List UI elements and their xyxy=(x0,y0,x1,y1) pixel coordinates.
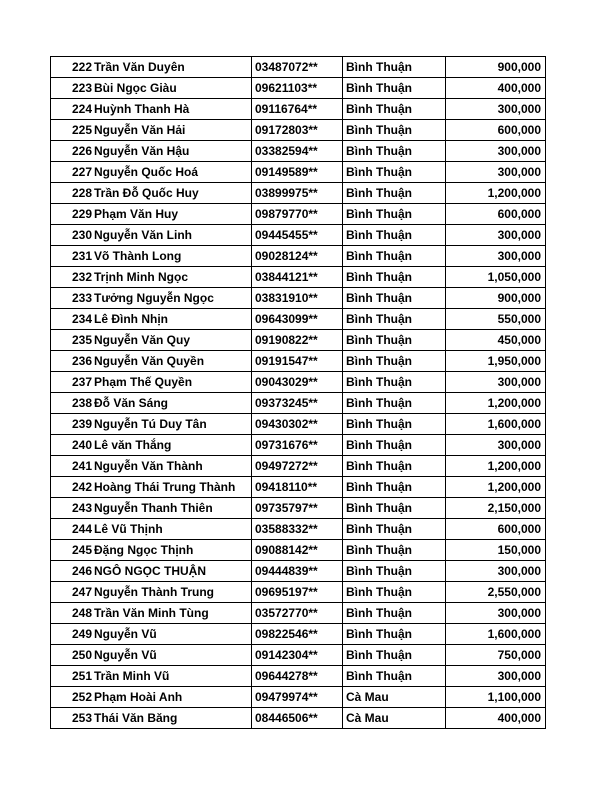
donation-amount-cell: 1,200,000 xyxy=(446,477,546,498)
donor-name-cell: Phạm Văn Huy xyxy=(93,204,252,225)
row-number-cell: 223 xyxy=(51,78,94,99)
donation-amount-cell: 1,100,000 xyxy=(446,687,546,708)
donation-amount-cell: 600,000 xyxy=(446,204,546,225)
table-row xyxy=(51,582,546,603)
donation-amount-cell: 900,000 xyxy=(446,288,546,309)
row-number-cell: 231 xyxy=(51,246,94,267)
row-number-cell: 224 xyxy=(51,99,94,120)
donor-name-cell: Nguyễn Văn Hậu xyxy=(93,141,252,162)
donor-table-body xyxy=(51,57,546,729)
donation-amount-cell: 300,000 xyxy=(446,372,546,393)
province-cell: Bình Thuận xyxy=(343,204,446,225)
donor-name-cell: Trịnh Minh Ngọc xyxy=(93,267,252,288)
province-cell: Bình Thuận xyxy=(343,120,446,141)
phone-number-cell: 03831910** xyxy=(252,288,343,309)
donor-name-cell: Nguyễn Vũ xyxy=(93,624,252,645)
phone-number-cell: 03899975** xyxy=(252,183,343,204)
donor-name-cell: Tưởng Nguyễn Ngọc xyxy=(93,288,252,309)
donor-name-cell: Nguyễn Văn Quyền xyxy=(93,351,252,372)
row-number-cell: 248 xyxy=(51,603,94,624)
province-cell: Bình Thuận xyxy=(343,498,446,519)
phone-number-cell: 09043029** xyxy=(252,372,343,393)
table-row xyxy=(51,414,546,435)
phone-number-cell: 03487072** xyxy=(252,57,343,78)
donor-name-cell: Huỳnh Thanh Hà xyxy=(93,99,252,120)
table-row xyxy=(51,477,546,498)
row-number-cell: 235 xyxy=(51,330,94,351)
table-row xyxy=(51,540,546,561)
row-number-cell: 239 xyxy=(51,414,94,435)
donor-name-cell: Nguyễn Văn Thành xyxy=(93,456,252,477)
province-cell: Cà Mau xyxy=(343,687,446,708)
phone-number-cell: 09172803** xyxy=(252,120,343,141)
phone-number-cell: 09430302** xyxy=(252,414,343,435)
phone-number-cell: 09621103** xyxy=(252,78,343,99)
row-number-cell: 240 xyxy=(51,435,94,456)
province-cell: Bình Thuận xyxy=(343,477,446,498)
donor-name-cell: Trần Minh Vũ xyxy=(93,666,252,687)
phone-number-cell: 09444839** xyxy=(252,561,343,582)
table-row xyxy=(51,204,546,225)
phone-number-cell: 09190822** xyxy=(252,330,343,351)
row-number-cell: 244 xyxy=(51,519,94,540)
row-number-cell: 225 xyxy=(51,120,94,141)
row-number-cell: 226 xyxy=(51,141,94,162)
donation-amount-cell: 300,000 xyxy=(446,561,546,582)
phone-number-cell: 09643099** xyxy=(252,309,343,330)
row-number-cell: 234 xyxy=(51,309,94,330)
province-cell: Bình Thuận xyxy=(343,666,446,687)
donor-name-cell: Nguyễn Quốc Hoá xyxy=(93,162,252,183)
row-number-cell: 232 xyxy=(51,267,94,288)
donor-name-cell: NGÔ NGỌC THUẬN xyxy=(93,561,252,582)
phone-number-cell: 09445455** xyxy=(252,225,343,246)
table-row xyxy=(51,645,546,666)
row-number-cell: 242 xyxy=(51,477,94,498)
table-row xyxy=(51,57,546,78)
row-number-cell: 228 xyxy=(51,183,94,204)
table-row xyxy=(51,246,546,267)
donation-amount-cell: 1,200,000 xyxy=(446,456,546,477)
province-cell: Bình Thuận xyxy=(343,141,446,162)
phone-number-cell: 09028124** xyxy=(252,246,343,267)
province-cell: Bình Thuận xyxy=(343,414,446,435)
province-cell: Bình Thuận xyxy=(343,183,446,204)
table-row xyxy=(51,435,546,456)
donor-name-cell: Võ Thành Long xyxy=(93,246,252,267)
donor-name-cell: Đỗ Văn Sáng xyxy=(93,393,252,414)
donation-amount-cell: 300,000 xyxy=(446,162,546,183)
donation-amount-cell: 400,000 xyxy=(446,708,546,729)
donor-name-cell: Nguyễn Vũ xyxy=(93,645,252,666)
province-cell: Bình Thuận xyxy=(343,519,446,540)
donation-amount-cell: 1,950,000 xyxy=(446,351,546,372)
province-cell: Bình Thuận xyxy=(343,99,446,120)
province-cell: Bình Thuận xyxy=(343,561,446,582)
donation-amount-cell: 400,000 xyxy=(446,78,546,99)
donor-name-cell: Lê văn Thắng xyxy=(93,435,252,456)
donor-name-cell: Bùi Ngọc Giàu xyxy=(93,78,252,99)
phone-number-cell: 09116764** xyxy=(252,99,343,120)
row-number-cell: 252 xyxy=(51,687,94,708)
province-cell: Bình Thuận xyxy=(343,267,446,288)
donation-amount-cell: 300,000 xyxy=(446,666,546,687)
phone-number-cell: 03382594** xyxy=(252,141,343,162)
table-row xyxy=(51,393,546,414)
donation-amount-cell: 1,200,000 xyxy=(446,183,546,204)
province-cell: Bình Thuận xyxy=(343,246,446,267)
table-row xyxy=(51,561,546,582)
donor-name-cell: Nguyễn Văn Hải xyxy=(93,120,252,141)
phone-number-cell: 09731676** xyxy=(252,435,343,456)
table-row xyxy=(51,183,546,204)
province-cell: Bình Thuận xyxy=(343,540,446,561)
donor-name-cell: Thái Văn Băng xyxy=(93,708,252,729)
row-number-cell: 247 xyxy=(51,582,94,603)
province-cell: Bình Thuận xyxy=(343,309,446,330)
donor-name-cell: Phạm Hoài Anh xyxy=(93,687,252,708)
donor-name-cell: Nguyễn Thanh Thiên xyxy=(93,498,252,519)
row-number-cell: 241 xyxy=(51,456,94,477)
donation-amount-cell: 300,000 xyxy=(446,603,546,624)
row-number-cell: 243 xyxy=(51,498,94,519)
province-cell: Bình Thuận xyxy=(343,435,446,456)
phone-number-cell: 09142304** xyxy=(252,645,343,666)
donation-amount-cell: 150,000 xyxy=(446,540,546,561)
donor-name-cell: Lê Vũ Thịnh xyxy=(93,519,252,540)
phone-number-cell: 08446506** xyxy=(252,708,343,729)
table-row xyxy=(51,372,546,393)
donation-amount-cell: 900,000 xyxy=(446,57,546,78)
donation-amount-cell: 1,200,000 xyxy=(446,393,546,414)
donor-name-cell: Lê Đình Nhịn xyxy=(93,309,252,330)
donor-name-cell: Nguyễn Văn Linh xyxy=(93,225,252,246)
row-number-cell: 227 xyxy=(51,162,94,183)
province-cell: Bình Thuận xyxy=(343,288,446,309)
phone-number-cell: 09497272** xyxy=(252,456,343,477)
donation-amount-cell: 550,000 xyxy=(446,309,546,330)
row-number-cell: 222 xyxy=(51,57,94,78)
province-cell: Bình Thuận xyxy=(343,225,446,246)
province-cell: Bình Thuận xyxy=(343,603,446,624)
row-number-cell: 230 xyxy=(51,225,94,246)
row-number-cell: 250 xyxy=(51,645,94,666)
table-row xyxy=(51,456,546,477)
donation-amount-cell: 300,000 xyxy=(446,246,546,267)
row-number-cell: 253 xyxy=(51,708,94,729)
donor-name-cell: Trần Văn Minh Tùng xyxy=(93,603,252,624)
donor-table xyxy=(50,56,546,729)
phone-number-cell: 09088142** xyxy=(252,540,343,561)
row-number-cell: 237 xyxy=(51,372,94,393)
table-row xyxy=(51,99,546,120)
donor-name-cell: Trần Đỗ Quốc Huy xyxy=(93,183,252,204)
table-row xyxy=(51,309,546,330)
phone-number-cell: 09479974** xyxy=(252,687,343,708)
table-row xyxy=(51,666,546,687)
phone-number-cell: 03844121** xyxy=(252,267,343,288)
donation-amount-cell: 450,000 xyxy=(446,330,546,351)
table-row xyxy=(51,351,546,372)
donation-amount-cell: 1,050,000 xyxy=(446,267,546,288)
province-cell: Bình Thuận xyxy=(343,57,446,78)
donor-name-cell: Nguyễn Tú Duy Tân xyxy=(93,414,252,435)
table-row xyxy=(51,498,546,519)
phone-number-cell: 09644278** xyxy=(252,666,343,687)
row-number-cell: 236 xyxy=(51,351,94,372)
province-cell: Bình Thuận xyxy=(343,645,446,666)
table-row xyxy=(51,330,546,351)
donation-amount-cell: 600,000 xyxy=(446,519,546,540)
phone-number-cell: 03588332** xyxy=(252,519,343,540)
province-cell: Bình Thuận xyxy=(343,372,446,393)
donation-amount-cell: 300,000 xyxy=(446,141,546,162)
donor-name-cell: Nguyễn Văn Quy xyxy=(93,330,252,351)
table-row xyxy=(51,603,546,624)
donation-amount-cell: 600,000 xyxy=(446,120,546,141)
phone-number-cell: 03572770** xyxy=(252,603,343,624)
phone-number-cell: 09735797** xyxy=(252,498,343,519)
row-number-cell: 229 xyxy=(51,204,94,225)
province-cell: Bình Thuận xyxy=(343,78,446,99)
donation-amount-cell: 300,000 xyxy=(446,435,546,456)
province-cell: Bình Thuận xyxy=(343,330,446,351)
province-cell: Bình Thuận xyxy=(343,162,446,183)
table-row xyxy=(51,687,546,708)
donor-name-cell: Phạm Thế Quyền xyxy=(93,372,252,393)
donation-amount-cell: 1,600,000 xyxy=(446,624,546,645)
row-number-cell: 251 xyxy=(51,666,94,687)
phone-number-cell: 09149589** xyxy=(252,162,343,183)
donor-name-cell: Hoàng Thái Trung Thành xyxy=(93,477,252,498)
table-row xyxy=(51,267,546,288)
donation-amount-cell: 2,150,000 xyxy=(446,498,546,519)
donor-name-cell: Đặng Ngọc Thịnh xyxy=(93,540,252,561)
phone-number-cell: 09418110** xyxy=(252,477,343,498)
donation-amount-cell: 2,550,000 xyxy=(446,582,546,603)
phone-number-cell: 09822546** xyxy=(252,624,343,645)
donation-amount-cell: 300,000 xyxy=(446,225,546,246)
province-cell: Bình Thuận xyxy=(343,582,446,603)
phone-number-cell: 09695197** xyxy=(252,582,343,603)
table-row xyxy=(51,120,546,141)
phone-number-cell: 09191547** xyxy=(252,351,343,372)
table-row xyxy=(51,78,546,99)
donation-amount-cell: 300,000 xyxy=(446,99,546,120)
phone-number-cell: 09373245** xyxy=(252,393,343,414)
province-cell: Cà Mau xyxy=(343,708,446,729)
phone-number-cell: 09879770** xyxy=(252,204,343,225)
province-cell: Bình Thuận xyxy=(343,456,446,477)
donor-name-cell: Nguyễn Thành Trung xyxy=(93,582,252,603)
row-number-cell: 246 xyxy=(51,561,94,582)
province-cell: Bình Thuận xyxy=(343,393,446,414)
province-cell: Bình Thuận xyxy=(343,351,446,372)
row-number-cell: 249 xyxy=(51,624,94,645)
row-number-cell: 233 xyxy=(51,288,94,309)
row-number-cell: 238 xyxy=(51,393,94,414)
table-row xyxy=(51,624,546,645)
table-row xyxy=(51,141,546,162)
table-row xyxy=(51,225,546,246)
province-cell: Bình Thuận xyxy=(343,624,446,645)
table-row xyxy=(51,162,546,183)
table-row xyxy=(51,288,546,309)
donation-amount-cell: 750,000 xyxy=(446,645,546,666)
table-row xyxy=(51,519,546,540)
table-row xyxy=(51,708,546,729)
donation-amount-cell: 1,600,000 xyxy=(446,414,546,435)
donor-name-cell: Trần Văn Duyên xyxy=(93,57,252,78)
row-number-cell: 245 xyxy=(51,540,94,561)
